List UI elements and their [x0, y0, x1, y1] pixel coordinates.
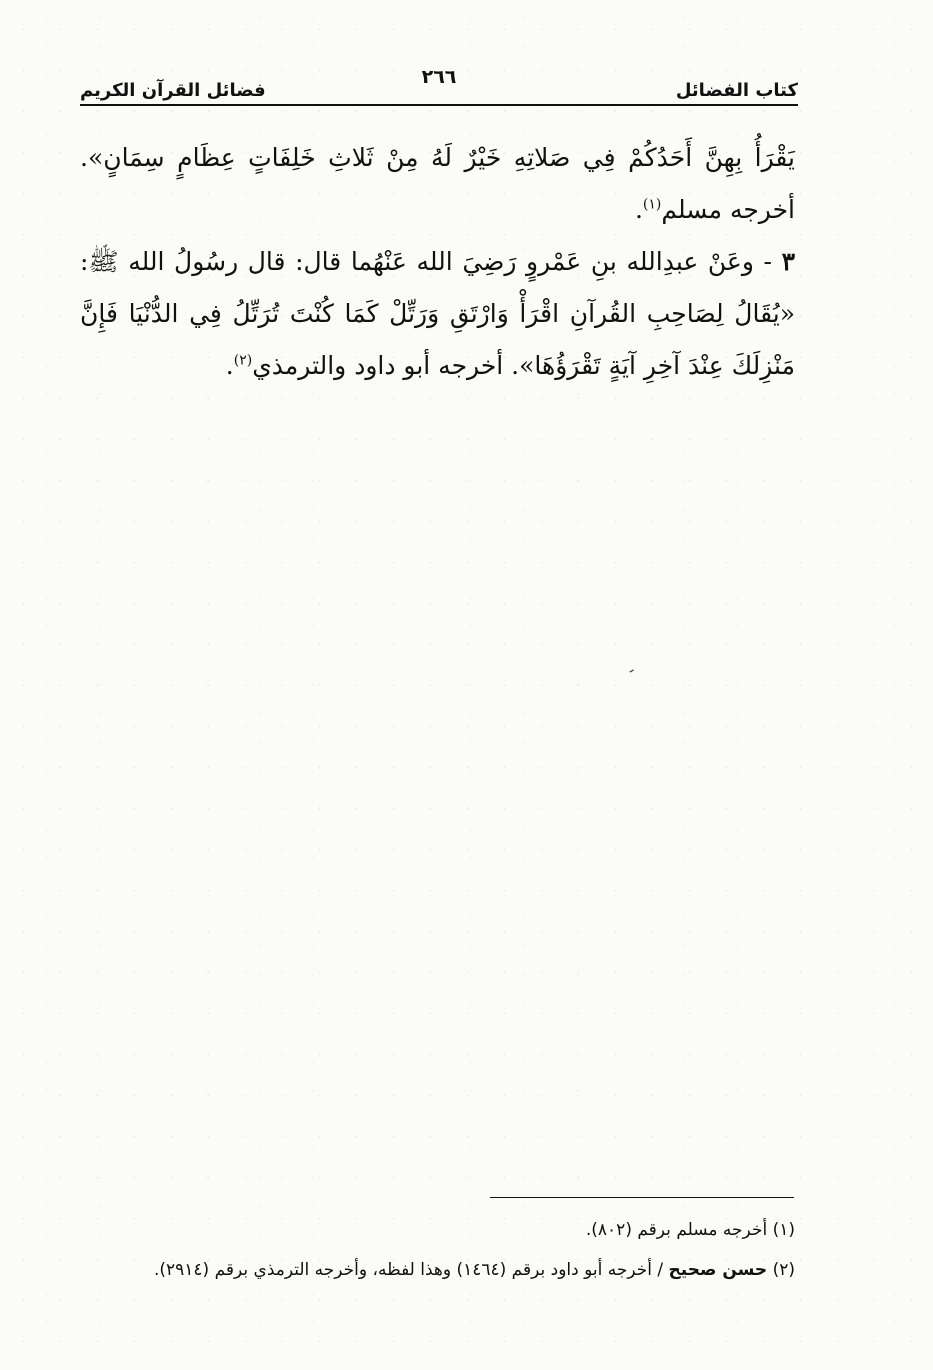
book-title: كتاب الفضائل	[675, 80, 798, 101]
hadith-paragraph	[80, 236, 795, 392]
footnotes	[80, 1210, 795, 1290]
hadith-number: ٣	[781, 247, 796, 276]
footnote-1-marker: (١)	[772, 1220, 795, 1240]
footnote-2	[80, 1250, 795, 1290]
paragraph-continuation	[80, 132, 795, 236]
header-rule	[80, 104, 798, 106]
scan-mark: ـ	[624, 660, 636, 676]
paragraph-1-text: يَقْرَأُ بِهِنَّ أَحَدُكُمْ فِي صَلاتِهِ خَيْرٌ لَهُ مِنْ ثَلاثِ خَلِفَاتٍ عِظَامٍ سِمَانٍ». أخرجه مسلم	[80, 143, 795, 224]
footnote-1	[80, 1210, 795, 1250]
chapter-title: فضائل القرآن الكريم	[80, 80, 266, 101]
footnote-1-text: أخرجه مسلم برقم (٨٠٢).	[585, 1220, 768, 1240]
footnote-2-marker: (٢)	[772, 1260, 795, 1280]
paragraph-2-end: .	[225, 351, 234, 380]
paragraph-1-end: .	[634, 195, 643, 224]
footnote-2-text: / أخرجه أبو داود برقم (١٤٦٤) وهذا لفظه، وأخرجه الترمذي برقم (٢٩١٤).	[153, 1260, 664, 1280]
page-number: ٢٦٦	[421, 66, 457, 88]
footnote-2-grade: حسن صحيح	[668, 1260, 768, 1280]
running-header	[80, 62, 798, 104]
main-text	[80, 132, 795, 392]
footnote-ref-2[interactable]: (٢)	[233, 352, 253, 369]
paragraph-2-text: - وعَنْ عبدِالله بنِ عَمْروٍ رَضِيَ الله عَنْهُما قال: قال رسُولُ الله ﷺ: «يُقَالُ لِصَاحِبِ القُرآنِ اقْرَأْ وَارْتَقِ وَرَتِّلْ كَمَا كُنْتَ تُرَتِّلُ فِي الدُّنْيَا فَإِنَّ مَنْزِلَكَ عِنْدَ آخِرِ آيَةٍ تَقْرَؤُهَا». أخرجه أبو داود والترمذي	[80, 247, 795, 380]
footnote-ref-1[interactable]: (١)	[642, 196, 662, 213]
footnote-rule	[490, 1197, 794, 1198]
